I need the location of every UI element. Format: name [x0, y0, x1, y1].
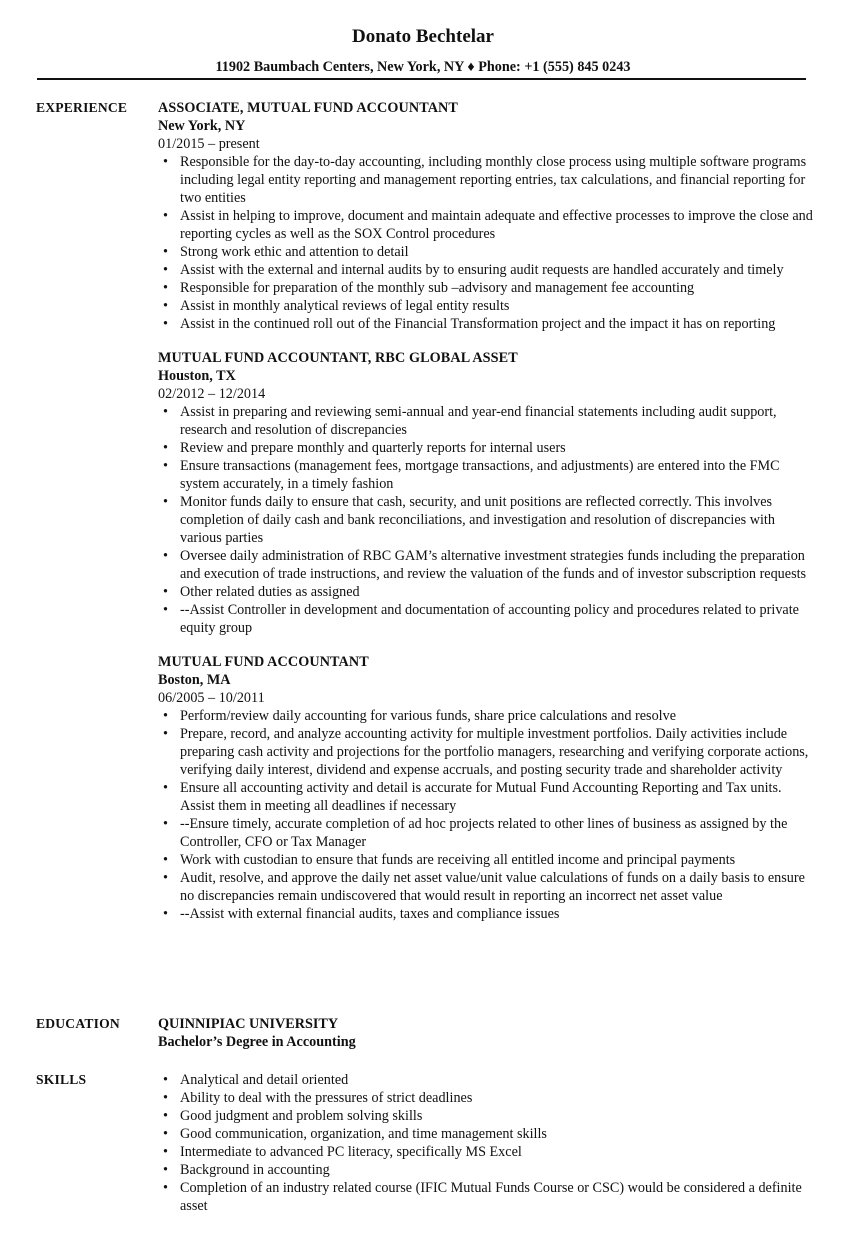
job-dates: 06/2005 – 10/2011 — [158, 690, 265, 706]
list-item: • Ensure transactions (management fees, mortgage transactions, and adjustments) are entered into the FMC system accurately, in a timely fashion — [158, 457, 818, 493]
experience-heading: EXPERIENCE — [36, 100, 128, 115]
list-item: • --Assist Controller in development and documentation of accounting policy and procedures related to private equity group — [158, 601, 818, 637]
list-item: • Good communication, organization, and time management skills — [158, 1125, 818, 1143]
list-item: • Perform/review daily accounting for various funds, share price calculations and resolve — [158, 707, 818, 725]
job-title: ASSOCIATE, MUTUAL FUND ACCOUNTANT — [158, 100, 458, 116]
list-item: • Responsible for preparation of the monthly sub –advisory and management fee accounting — [158, 279, 818, 297]
experience-section — [158, 99, 818, 939]
list-item: • Background in accounting — [158, 1161, 818, 1179]
list-item: • --Ensure timely, accurate completion of ad hoc projects related to other lines of business as assigned by the Controller, CFO or Tax Manager — [158, 815, 818, 851]
job-title: MUTUAL FUND ACCOUNTANT — [158, 654, 369, 670]
job-location: New York, NY — [158, 118, 246, 134]
list-item: • Assist in helping to improve, document and maintain adequate and effective processes to improve the close and reporting cycles as well as the SOX Control procedures — [158, 207, 818, 243]
job-location: Houston, TX — [158, 368, 236, 384]
list-item: • Monitor funds daily to ensure that cash, security, and unit positions are reflected correctly. This involves completion of daily cash and bank reconciliations, and investigation and resolution of discrepancies with various parties — [158, 493, 818, 547]
skills-list — [158, 1071, 818, 1215]
list-item: • Assist in preparing and reviewing semi-annual and year-end financial statements including audit support, research and resolution of discrepancies — [158, 403, 818, 439]
education-heading: EDUCATION — [36, 1016, 120, 1031]
job-entry — [158, 653, 818, 923]
list-item: • Audit, resolve, and approve the daily net asset value/unit value calculations of funds on a daily basis to ensure no discrepancies remain undiscovered that would result in reporting an incorrect net asset value — [158, 869, 818, 905]
list-item: • Assist in monthly analytical reviews of legal entity results — [158, 297, 818, 315]
education-section — [158, 1015, 818, 1051]
list-item: • Strong work ethic and attention to detail — [158, 243, 818, 261]
skills-section — [158, 1071, 818, 1215]
school-name: QUINNIPIAC UNIVERSITY — [158, 1016, 339, 1032]
job-duties-list — [158, 707, 818, 923]
job-entry — [158, 349, 818, 637]
list-item: • Other related duties as assigned — [158, 583, 818, 601]
list-item: • Analytical and detail oriented — [158, 1071, 818, 1089]
list-item: • --Assist with external financial audits, taxes and compliance issues — [158, 905, 818, 923]
list-item: • Work with custodian to ensure that funds are receiving all entitled income and principal payments — [158, 851, 818, 869]
list-item: • Ability to deal with the pressures of strict deadlines — [158, 1089, 818, 1107]
list-item: • Responsible for the day-to-day accounting, including monthly close process using multiple software programs including legal entity reporting and management reporting entries, tax calculations, and financial reporting for two entities — [158, 153, 818, 207]
list-item: • Intermediate to advanced PC literacy, specifically MS Excel — [158, 1143, 818, 1161]
skills-heading: SKILLS — [36, 1072, 87, 1087]
list-item: • Prepare, record, and analyze accounting activity for multiple investment portfolios. Daily activities include preparing cash activity and projections for the portfolio managers, researching and verifying corporate actions, verifying daily interest, dividend and expense accruals, and posting security trade and shareholder activity — [158, 725, 818, 779]
job-dates: 01/2015 – present — [158, 136, 260, 152]
list-item: • Ensure all accounting activity and detail is accurate for Mutual Fund Accounting Reporting and Tax units. Assist them in meeting all deadlines if necessary — [158, 779, 818, 815]
list-item: • Oversee daily administration of RBC GAM’s alternative investment strategies funds including the preparation and execution of trade instructions, and review the valuation of the funds and of investor subscription requests — [158, 547, 818, 583]
list-item: • Completion of an industry related course (IFIC Mutual Funds Course or CSC) would be considered a definite asset — [158, 1179, 818, 1215]
contact-line: 11902 Baumbach Centers, New York, NY ♦ Phone: +1 (555) 845 0243 — [215, 59, 631, 75]
job-dates: 02/2012 – 12/2014 — [158, 386, 266, 402]
job-duties-list — [158, 153, 818, 333]
list-item: • Assist in the continued roll out of the Financial Transformation project and the impact it has on reporting — [158, 315, 818, 333]
job-entry — [158, 99, 818, 333]
job-title: MUTUAL FUND ACCOUNTANT, RBC GLOBAL ASSET — [158, 350, 518, 366]
list-item: • Assist with the external and internal audits by to ensuring audit requests are handled accurately and timely — [158, 261, 818, 279]
job-duties-list — [158, 403, 818, 637]
resume-name: Donato Bechtelar — [352, 26, 494, 47]
job-location: Boston, MA — [158, 672, 231, 688]
list-item: • Good judgment and problem solving skills — [158, 1107, 818, 1125]
degree-name: Bachelor’s Degree in Accounting — [158, 1034, 356, 1050]
header-divider — [37, 78, 806, 80]
list-item: • Review and prepare monthly and quarterly reports for internal users — [158, 439, 818, 457]
